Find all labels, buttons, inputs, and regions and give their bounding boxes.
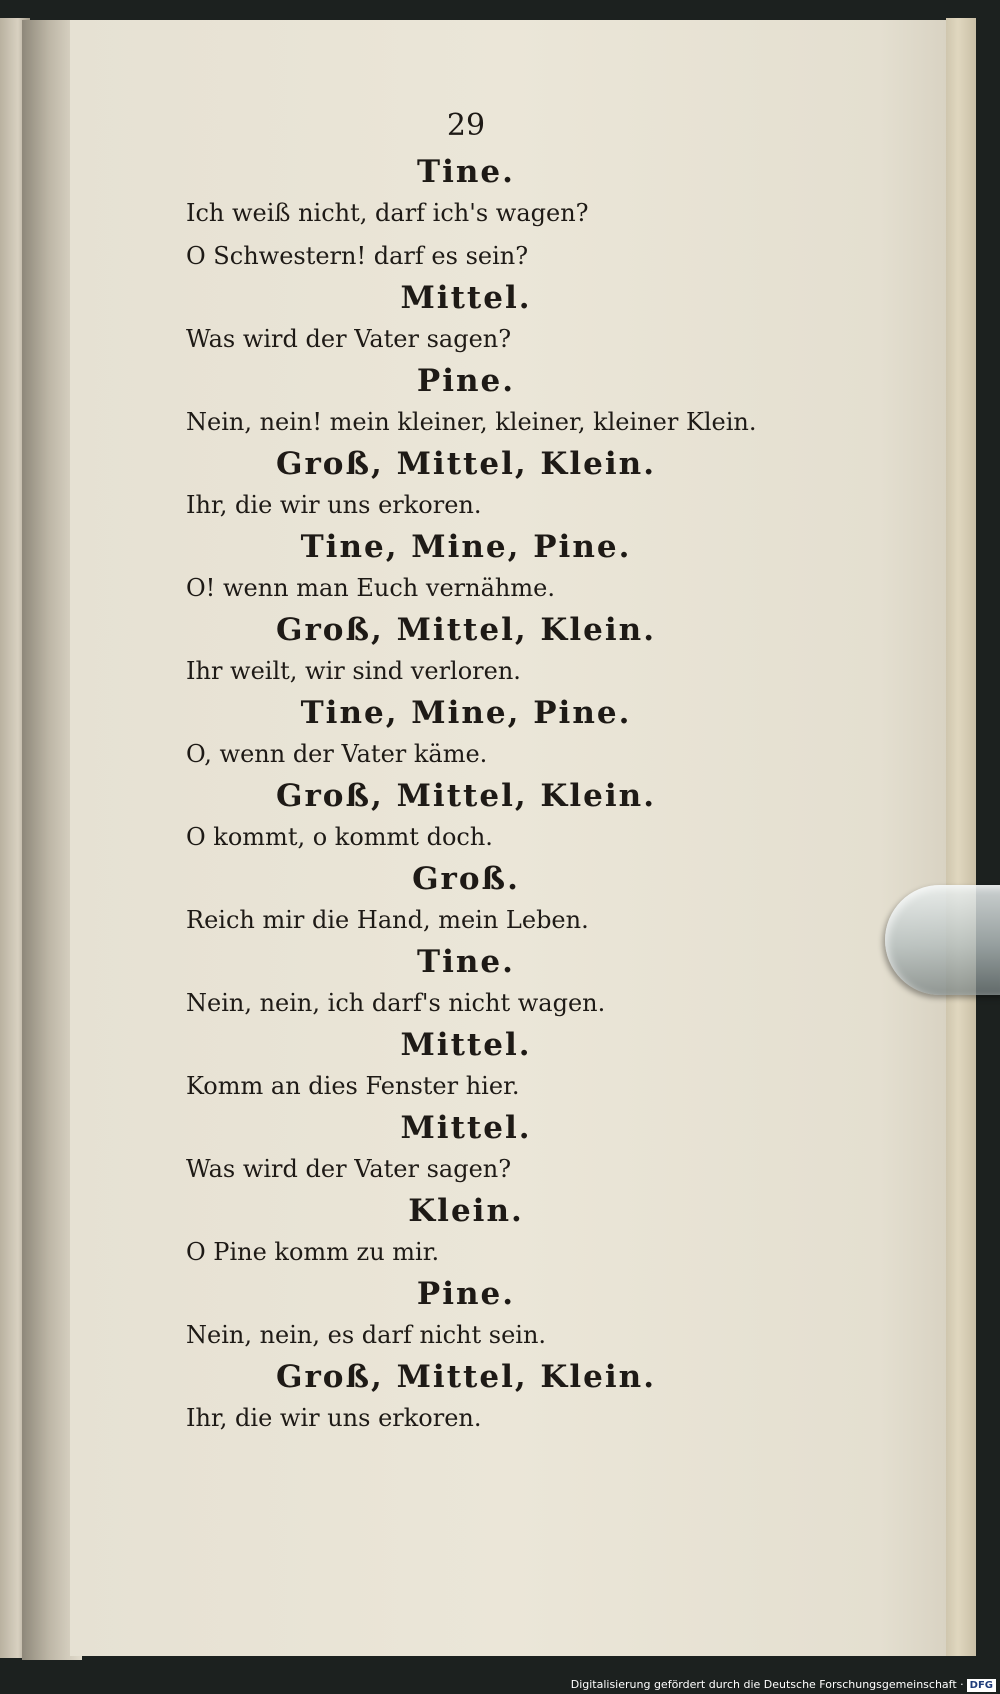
verse-line: O, wenn der Vater käme. [186, 740, 488, 768]
page-number: 29 [446, 108, 486, 143]
speaker-heading: Tine. [417, 154, 515, 190]
dialogue-block [186, 859, 806, 942]
dialogue-block [186, 942, 806, 1025]
speaker-heading: Groß. [412, 861, 520, 897]
verse-line: Was wird der Vater sagen? [186, 1155, 512, 1183]
speaker-heading: Groß, Mittel, Klein. [276, 612, 656, 648]
dialogue-block [186, 1357, 806, 1440]
dfg-logo: DFG [967, 1679, 996, 1692]
dialogue-block [186, 152, 806, 278]
verse-line: Ihr weilt, wir sind verloren. [186, 657, 521, 685]
verse-line: Nein, nein, es darf nicht sein. [186, 1321, 547, 1349]
verse-line: Ihr, die wir uns erkoren. [186, 1404, 482, 1432]
dialogue-block [186, 610, 806, 693]
speaker-heading: Mittel. [400, 1110, 532, 1146]
speaker-heading: Groß, Mittel, Klein. [276, 1359, 656, 1395]
dialogue-block [186, 361, 806, 444]
verse-line: Nein, nein! mein kleiner, kleiner, kleiner Klein. [186, 408, 757, 436]
speaker-heading: Tine, Mine, Pine. [300, 695, 632, 731]
speaker-heading: Tine. [417, 944, 515, 980]
verse-line: O Pine komm zu mir. [186, 1238, 440, 1266]
verse-line: Ihr, die wir uns erkoren. [186, 491, 482, 519]
dialogue-block [186, 278, 806, 361]
dialogue-block [186, 1274, 806, 1357]
page-stack-edge [946, 18, 976, 1656]
dialogue-block [186, 693, 806, 776]
speaker-heading: Mittel. [400, 1027, 532, 1063]
page-text [186, 100, 806, 1440]
speaker-heading: Groß, Mittel, Klein. [276, 778, 656, 814]
verse-line: Komm an dies Fenster hier. [186, 1072, 520, 1100]
verse-line: Ich weiß nicht, darf ich's wagen? [186, 199, 589, 227]
dialogue-block [186, 1108, 806, 1191]
speaker-heading: Pine. [416, 363, 516, 399]
verse-line: O kommt, o kommt doch. [186, 823, 493, 851]
dialogue-block [186, 1025, 806, 1108]
verse-line: O Schwestern! darf es sein? [186, 242, 529, 270]
verse-line: Reich mir die Hand, mein Leben. [186, 906, 589, 934]
speaker-heading: Mittel. [400, 280, 532, 316]
dialogue-block [186, 527, 806, 610]
verse-line: Was wird der Vater sagen? [186, 325, 512, 353]
speaker-heading: Klein. [408, 1193, 524, 1229]
speaker-heading: Pine. [416, 1276, 516, 1312]
verse-line: Nein, nein, ich darf's nicht wagen. [186, 989, 606, 1017]
verse-line: O! wenn man Euch vernähme. [186, 574, 555, 602]
dialogue-block [186, 776, 806, 859]
credit-text: Digitalisierung gefördert durch die Deutsche Forschungsgemeinschaft [570, 1678, 957, 1691]
dialogue-block [186, 444, 806, 527]
speaker-heading: Tine, Mine, Pine. [300, 529, 632, 565]
digitization-credit: Digitalisierung gefördert durch die Deutsche Forschungsgemeinschaft · DFG [560, 1675, 1000, 1694]
dialogue-block [186, 1191, 806, 1274]
page-holder-clip [885, 885, 1000, 995]
speaker-heading: Groß, Mittel, Klein. [276, 446, 656, 482]
